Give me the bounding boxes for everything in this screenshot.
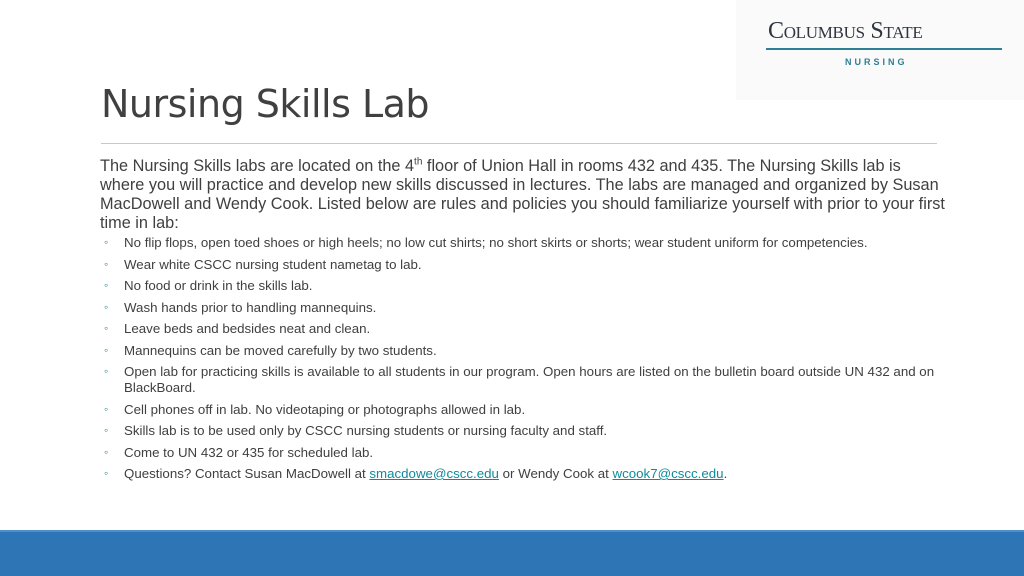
bullet-icon: ◦ <box>104 466 109 480</box>
rule-text: Cell phones off in lab. No videotaping or photographs allowed in lab. <box>124 401 526 417</box>
logo-divider <box>766 48 1002 50</box>
intro-text-rest: floor of Union Hall in rooms 432 and 435. The Nursing Skills lab is where you will practice and develop new skills discussed in lectures. The labs are managed and organized by Susan MacDowell and Wendy Cook. Listed below are rules and policies you should familiarize yourself with prior to your first time in lab: <box>100 157 945 232</box>
email-link-macdowell[interactable]: smacdowe@cscc.edu <box>369 466 499 481</box>
list-item <box>104 445 954 461</box>
list-item <box>104 321 954 337</box>
list-item <box>104 364 954 396</box>
rule-text: No food or drink in the skills lab. <box>124 278 313 293</box>
bullet-icon: ◦ <box>104 299 109 314</box>
footer-bar <box>0 532 1024 576</box>
logo-area <box>736 0 1024 100</box>
intro-superscript: th <box>414 156 423 168</box>
rule-text: Open lab for practicing skills is available to all students in our program. Open hours are listed on the bulletin board outside UN 432 and on BlackBoard. <box>124 364 935 395</box>
rule-text: No flip flops, open toed shoes or high heels; no low cut shirts; no short skirts or shorts; wear student uniform for competencies. <box>124 235 868 250</box>
bullet-icon: ◦ <box>104 278 109 292</box>
bullet-icon: ◦ <box>104 235 109 249</box>
contact-middle: or Wendy Cook at <box>498 466 613 481</box>
bullet-icon: ◦ <box>104 444 109 459</box>
rules-list <box>104 235 954 488</box>
bullet-icon: ◦ <box>104 342 109 357</box>
page-title: Nursing Skills Lab <box>101 82 430 126</box>
bullet-icon: ◦ <box>104 364 109 378</box>
list-item <box>104 343 954 359</box>
rule-text: Skills lab is to be used only by CSCC nursing students or nursing faculty and staff. <box>124 423 608 438</box>
list-item <box>104 257 954 273</box>
email-link-cook[interactable]: wcook7@cscc.edu <box>612 466 724 481</box>
intro-paragraph <box>100 157 945 233</box>
list-item <box>104 278 954 294</box>
rule-text: Leave beds and bedsides neat and clean. <box>124 321 371 336</box>
bullet-icon: ◦ <box>104 321 109 335</box>
list-item <box>104 402 954 418</box>
logo-name: Columbus State <box>768 18 923 44</box>
rule-text: Wear white CSCC nursing student nametag to lab. <box>124 256 422 272</box>
list-item-contact <box>104 466 954 482</box>
bullet-icon: ◦ <box>104 423 109 437</box>
logo-subtitle: NURSING <box>845 57 908 67</box>
contact-prefix: Questions? Contact Susan MacDowell at <box>124 466 370 481</box>
rule-text: Wash hands prior to handling mannequins. <box>124 299 377 315</box>
rule-text: Come to UN 432 or 435 for scheduled lab. <box>124 444 374 460</box>
contact-suffix: . <box>723 466 728 481</box>
title-divider <box>101 143 937 144</box>
rule-text: Mannequins can be moved carefully by two students. <box>124 342 437 358</box>
list-item <box>104 300 954 316</box>
bullet-icon: ◦ <box>104 401 109 416</box>
bullet-icon: ◦ <box>104 256 109 271</box>
intro-text-start: The Nursing Skills labs are located on the 4 <box>100 157 415 175</box>
list-item <box>104 235 954 251</box>
list-item <box>104 423 954 439</box>
